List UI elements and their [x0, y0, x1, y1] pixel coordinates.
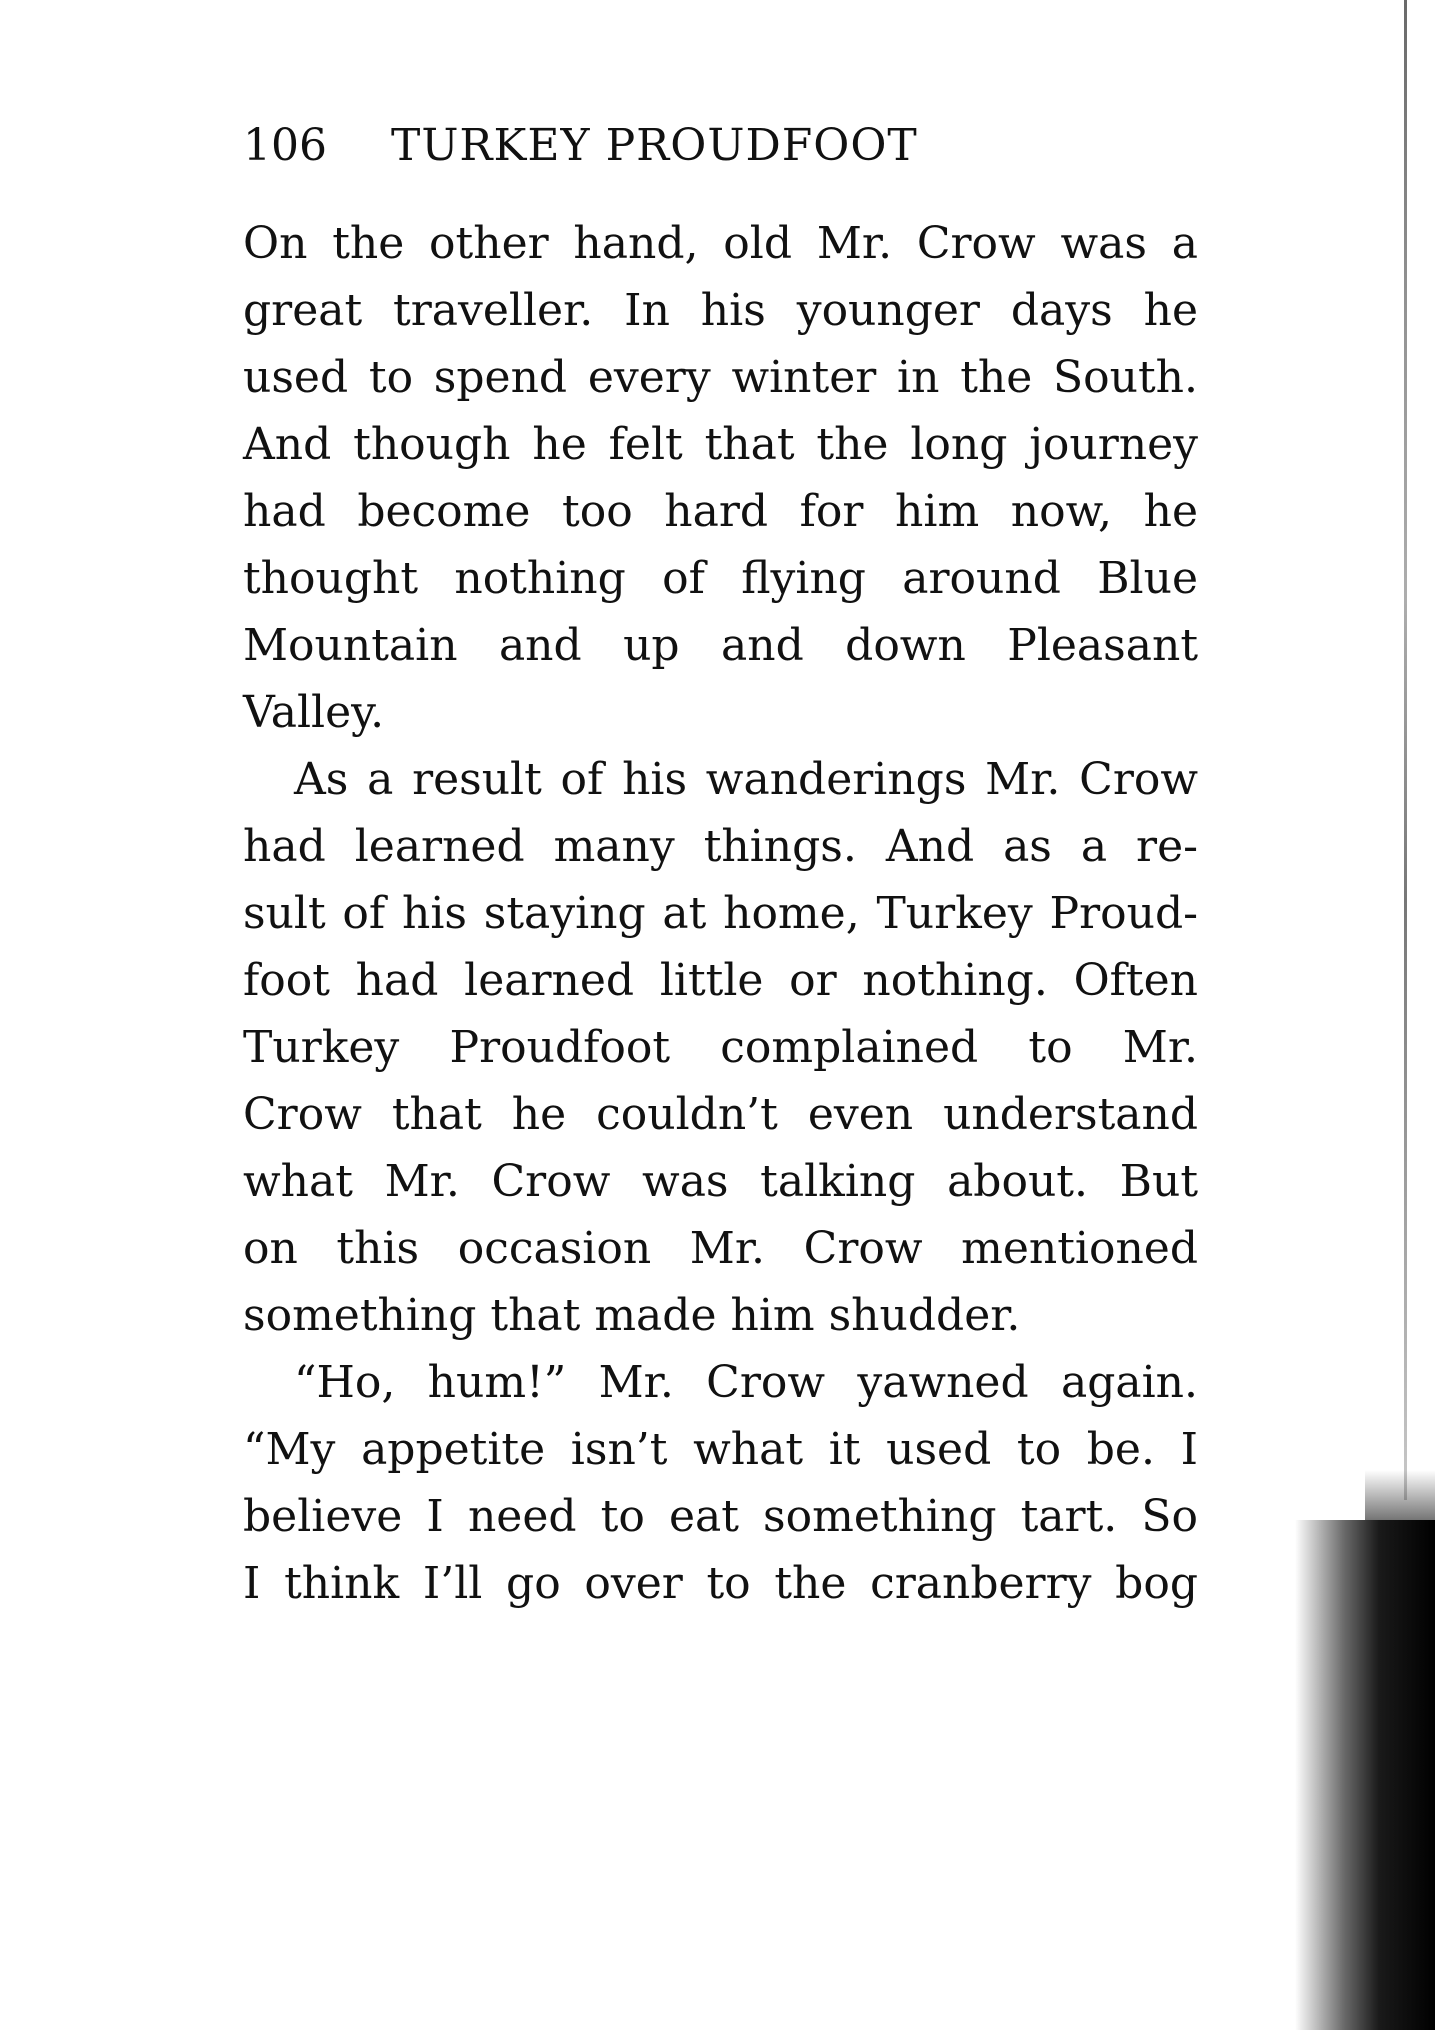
text-line: On the other hand, old Mr. Crow was a	[243, 218, 1198, 269]
text-line: Valley.	[243, 687, 385, 738]
text-line: great traveller. In his younger days he	[243, 285, 1198, 336]
text-line: Mountain and up and down Pleasant	[243, 620, 1198, 671]
text-line: what Mr. Crow was talking about. But	[243, 1156, 1198, 1207]
text-line: had learned many things. And as a re-	[243, 821, 1198, 872]
scan-shadow	[1295, 1520, 1435, 2030]
text-line: used to spend every winter in the South.	[243, 352, 1198, 403]
text-line: had become too hard for him now, he	[243, 486, 1198, 537]
text-line: thought nothing of flying around Blue	[243, 553, 1198, 604]
text-line: something that made him shudder.	[243, 1290, 1021, 1341]
running-head	[243, 118, 918, 174]
text-line: As a result of his wanderings Mr. Crow	[294, 754, 1198, 805]
text-line: foot had learned little or nothing. Often	[243, 955, 1198, 1006]
page-edge-line	[1404, 0, 1407, 1500]
text-line: sult of his staying at home, Turkey Proud-	[243, 888, 1198, 939]
text-line: “My appetite isn’t what it used to be. I	[243, 1424, 1198, 1475]
text-line: I think I’ll go over to the cranberry bog	[243, 1558, 1198, 1609]
text-line: believe I need to eat something tart. So	[243, 1491, 1198, 1542]
running-title: TURKEY PROUDFOOT	[390, 120, 918, 171]
text-line: Crow that he couldn’t even understand	[243, 1089, 1198, 1140]
text-line: Turkey Proudfoot complained to Mr.	[243, 1022, 1198, 1073]
text-line: And though he felt that the long journey	[243, 419, 1198, 470]
text-line: on this occasion Mr. Crow mentioned	[243, 1223, 1198, 1274]
page-number: 106	[243, 120, 327, 171]
text-line: “Ho, hum!” Mr. Crow yawned again.	[294, 1357, 1198, 1408]
body-text	[243, 210, 1198, 1617]
